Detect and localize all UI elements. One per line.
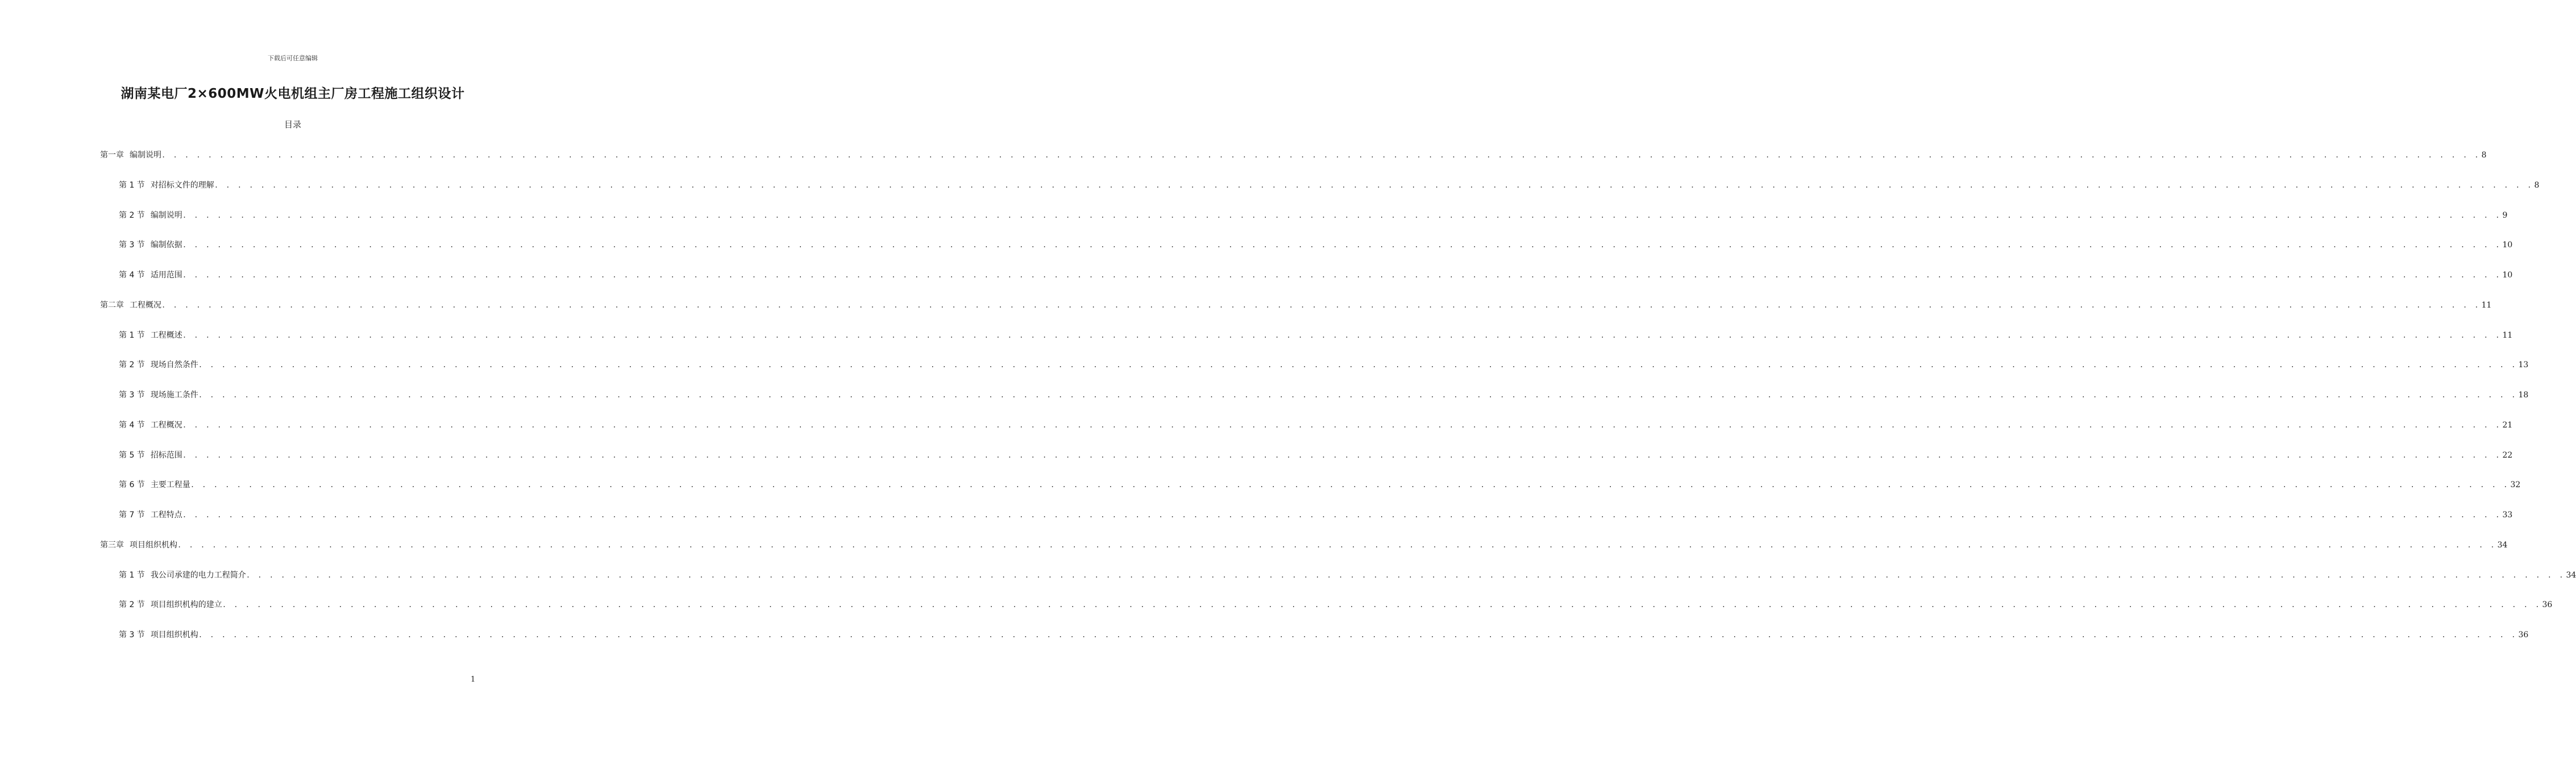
- toc-section-entry[interactable]: [119, 599, 2553, 610]
- toc-section-entry[interactable]: [119, 629, 2529, 640]
- toc-entry-number: 第 1 节: [119, 570, 145, 580]
- toc-entry-number: 第 7 节: [119, 510, 145, 520]
- toc-entry-number: 第二章: [100, 300, 124, 310]
- toc-entry-label: 现场施工条件: [150, 391, 198, 400]
- toc-section-entry[interactable]: [119, 329, 2513, 341]
- toc-section-entry[interactable]: [119, 179, 2540, 190]
- toc-dot-leader: . . . . . . . . . . . . . . . . . . . . . . . . . . . . . . . . . . . . . . . . . . . . . . . . . . . . . . . . . . . . . . . . . . . . . . . . . . . . . . . . . . . . . . . . . . . . . . . . . . . . . . . . . . . . . . . . . . . . . . . . . . . . . . . . . . . . . . . . . . . . . . . . . . . . . . . . . . . . . . . . . . . . . . . . . . . . . . . . . . . . . . . . . . . . . . . . . . . . . . . .: [161, 301, 2481, 309]
- toc-entry-label: 我公司承建的电力工程简介: [150, 570, 246, 580]
- toc-entry-label: 工程概述: [150, 330, 182, 340]
- toc-dot-leader: . . . . . . . . . . . . . . . . . . . . . . . . . . . . . . . . . . . . . . . . . . . . . . . . . . . . . . . . . . . . . . . . . . . . . . . . . . . . . . . . . . . . . . . . . . . . . . . . . . . . . . . . . . . . . . . . . . . . . . . . . . . . . . . . . . . . . . . . . . . . . . . . . . . . . . . . . . . . . . . . . . . . . . . . . . . . . . . . . . . . . . . . . . . . . . . . . . . . . . . .: [214, 181, 2533, 189]
- toc-entry-page: 13: [2518, 360, 2529, 370]
- toc-dot-leader: . . . . . . . . . . . . . . . . . . . . . . . . . . . . . . . . . . . . . . . . . . . . . . . . . . . . . . . . . . . . . . . . . . . . . . . . . . . . . . . . . . . . . . . . . . . . . . . . . . . . . . . . . . . . . . . . . . . . . . . . . . . . . . . . . . . . . . . . . . . . . . . . . . . . . . . . . . . . . . . . . . . . . . . . . . . . . . . . . . . . . . . . . . . . . . . . . . . . . . . .: [182, 271, 2502, 279]
- header-note: 下载后可任意编辑: [268, 55, 318, 62]
- toc-dot-leader: . . . . . . . . . . . . . . . . . . . . . . . . . . . . . . . . . . . . . . . . . . . . . . . . . . . . . . . . . . . . . . . . . . . . . . . . . . . . . . . . . . . . . . . . . . . . . . . . . . . . . . . . . . . . . . . . . . . . . . . . . . . . . . . . . . . . . . . . . . . . . . . . . . . . . . . . . . . . . . . . . . . . . . . . . . . . . . . . . . . . . . . . . . . . . . . . . . . . . . . .: [182, 331, 2502, 339]
- toc-entry-label: 主要工程量: [150, 480, 190, 490]
- toc-dot-leader: . . . . . . . . . . . . . . . . . . . . . . . . . . . . . . . . . . . . . . . . . . . . . . . . . . . . . . . . . . . . . . . . . . . . . . . . . . . . . . . . . . . . . . . . . . . . . . . . . . . . . . . . . . . . . . . . . . . . . . . . . . . . . . . . . . . . . . . . . . . . . . . . . . . . . . . . . . . . . . . . . . . . . . . . . . . . . . . . . . . . . . . . . . . . . . . . . . . . . . . .: [190, 481, 2509, 489]
- toc-dot-leader: . . . . . . . . . . . . . . . . . . . . . . . . . . . . . . . . . . . . . . . . . . . . . . . . . . . . . . . . . . . . . . . . . . . . . . . . . . . . . . . . . . . . . . . . . . . . . . . . . . . . . . . . . . . . . . . . . . . . . . . . . . . . . . . . . . . . . . . . . . . . . . . . . . . . . . . . . . . . . . . . . . . . . . . . . . . . . . . . . . . . . . . . . . . . . . . . . . . . . . . .: [177, 541, 2496, 549]
- toc-dot-leader: . . . . . . . . . . . . . . . . . . . . . . . . . . . . . . . . . . . . . . . . . . . . . . . . . . . . . . . . . . . . . . . . . . . . . . . . . . . . . . . . . . . . . . . . . . . . . . . . . . . . . . . . . . . . . . . . . . . . . . . . . . . . . . . . . . . . . . . . . . . . . . . . . . . . . . . . . . . . . . . . . . . . . . . . . . . . . . . . . . . . . . . . . . . . . . . . . . . . . . . .: [246, 571, 2565, 579]
- toc-heading: 目录: [284, 119, 301, 130]
- toc-entry-page: 34: [2497, 540, 2508, 550]
- toc-entry-number: 第 1 节: [119, 330, 145, 340]
- toc-section-entry[interactable]: [119, 239, 2513, 250]
- toc-dot-leader: . . . . . . . . . . . . . . . . . . . . . . . . . . . . . . . . . . . . . . . . . . . . . . . . . . . . . . . . . . . . . . . . . . . . . . . . . . . . . . . . . . . . . . . . . . . . . . . . . . . . . . . . . . . . . . . . . . . . . . . . . . . . . . . . . . . . . . . . . . . . . . . . . . . . . . . . . . . . . . . . . . . . . . . . . . . . . . . . . . . . . . . . . . . . . . . . . . . . . . . .: [182, 241, 2502, 250]
- toc-entry-label: 招标范围: [150, 450, 182, 460]
- toc-entry-label: 项目组织机构: [150, 630, 198, 640]
- toc-entry-page: 33: [2502, 510, 2513, 520]
- toc-section-entry[interactable]: [119, 569, 2576, 580]
- toc-entry-label: 项目组织机构: [130, 540, 177, 550]
- toc-dot-leader: . . . . . . . . . . . . . . . . . . . . . . . . . . . . . . . . . . . . . . . . . . . . . . . . . . . . . . . . . . . . . . . . . . . . . . . . . . . . . . . . . . . . . . . . . . . . . . . . . . . . . . . . . . . . . . . . . . . . . . . . . . . . . . . . . . . . . . . . . . . . . . . . . . . . . . . . . . . . . . . . . . . . . . . . . . . . . . . . . . . . . . . . . . . . . . . . . . . . . . . .: [182, 511, 2502, 519]
- toc-entry-page: 18: [2518, 391, 2529, 400]
- toc-entry-label: 工程概况: [150, 420, 182, 430]
- toc-dot-leader: . . . . . . . . . . . . . . . . . . . . . . . . . . . . . . . . . . . . . . . . . . . . . . . . . . . . . . . . . . . . . . . . . . . . . . . . . . . . . . . . . . . . . . . . . . . . . . . . . . . . . . . . . . . . . . . . . . . . . . . . . . . . . . . . . . . . . . . . . . . . . . . . . . . . . . . . . . . . . . . . . . . . . . . . . . . . . . . . . . . . . . . . . . . . . . . . . . . . . . . .: [198, 631, 2517, 639]
- toc-section-entry[interactable]: [119, 269, 2513, 280]
- toc-dot-leader: . . . . . . . . . . . . . . . . . . . . . . . . . . . . . . . . . . . . . . . . . . . . . . . . . . . . . . . . . . . . . . . . . . . . . . . . . . . . . . . . . . . . . . . . . . . . . . . . . . . . . . . . . . . . . . . . . . . . . . . . . . . . . . . . . . . . . . . . . . . . . . . . . . . . . . . . . . . . . . . . . . . . . . . . . . . . . . . . . . . . . . . . . . . . . . . . . . . . . . . .: [182, 421, 2502, 429]
- toc-dot-leader: . . . . . . . . . . . . . . . . . . . . . . . . . . . . . . . . . . . . . . . . . . . . . . . . . . . . . . . . . . . . . . . . . . . . . . . . . . . . . . . . . . . . . . . . . . . . . . . . . . . . . . . . . . . . . . . . . . . . . . . . . . . . . . . . . . . . . . . . . . . . . . . . . . . . . . . . . . . . . . . . . . . . . . . . . . . . . . . . . . . . . . . . . . . . . . . . . . . . . . . .: [198, 361, 2517, 369]
- toc-entry-number: 第 3 节: [119, 630, 145, 640]
- toc-entry-page: 11: [2502, 330, 2513, 340]
- toc-entry-page: 32: [2510, 480, 2521, 490]
- toc-entry-label: 对招标文件的理解: [150, 180, 214, 190]
- toc-entry-number: 第三章: [100, 540, 124, 550]
- toc-entry-page: 8: [2481, 151, 2487, 160]
- toc-section-entry[interactable]: [119, 359, 2529, 370]
- toc-chapter-entry[interactable]: [100, 149, 2487, 160]
- toc-entry-label: 项目组织机构的建立: [150, 600, 222, 610]
- toc-entry-label: 适用范围: [150, 271, 182, 280]
- page-number: 1: [471, 675, 476, 684]
- toc-entry-number: 第 2 节: [119, 210, 145, 220]
- toc-dot-leader: . . . . . . . . . . . . . . . . . . . . . . . . . . . . . . . . . . . . . . . . . . . . . . . . . . . . . . . . . . . . . . . . . . . . . . . . . . . . . . . . . . . . . . . . . . . . . . . . . . . . . . . . . . . . . . . . . . . . . . . . . . . . . . . . . . . . . . . . . . . . . . . . . . . . . . . . . . . . . . . . . . . . . . . . . . . . . . . . . . . . . . . . . . . . . . . . . . . . . . . .: [198, 391, 2517, 399]
- toc-entry-page: 8: [2534, 180, 2540, 190]
- toc-entry-page: 22: [2502, 450, 2513, 460]
- toc-entry-label: 工程特点: [150, 510, 182, 520]
- toc-chapter-entry[interactable]: [100, 539, 2508, 550]
- toc-entry-page: 21: [2502, 420, 2513, 430]
- toc-entry-page: 9: [2502, 210, 2508, 220]
- toc-entry-label: 编制说明: [130, 151, 161, 160]
- document-title: 湖南某电厂2×600MW火电机组主厂房工程施工组织设计: [121, 86, 465, 101]
- toc-entry-number: 第 2 节: [119, 600, 145, 610]
- toc-dot-leader: . . . . . . . . . . . . . . . . . . . . . . . . . . . . . . . . . . . . . . . . . . . . . . . . . . . . . . . . . . . . . . . . . . . . . . . . . . . . . . . . . . . . . . . . . . . . . . . . . . . . . . . . . . . . . . . . . . . . . . . . . . . . . . . . . . . . . . . . . . . . . . . . . . . . . . . . . . . . . . . . . . . . . . . . . . . . . . . . . . . . . . . . . . . . . . . . . . . . . . . .: [222, 601, 2541, 609]
- toc-dot-leader: . . . . . . . . . . . . . . . . . . . . . . . . . . . . . . . . . . . . . . . . . . . . . . . . . . . . . . . . . . . . . . . . . . . . . . . . . . . . . . . . . . . . . . . . . . . . . . . . . . . . . . . . . . . . . . . . . . . . . . . . . . . . . . . . . . . . . . . . . . . . . . . . . . . . . . . . . . . . . . . . . . . . . . . . . . . . . . . . . . . . . . . . . . . . . . . . . . . . . . . .: [182, 211, 2502, 219]
- toc-entry-number: 第 4 节: [119, 271, 145, 280]
- toc-entry-label: 编制说明: [150, 210, 182, 220]
- toc-entry-number: 第 4 节: [119, 420, 145, 430]
- toc-entry-page: 10: [2502, 271, 2513, 280]
- toc-dot-leader: . . . . . . . . . . . . . . . . . . . . . . . . . . . . . . . . . . . . . . . . . . . . . . . . . . . . . . . . . . . . . . . . . . . . . . . . . . . . . . . . . . . . . . . . . . . . . . . . . . . . . . . . . . . . . . . . . . . . . . . . . . . . . . . . . . . . . . . . . . . . . . . . . . . . . . . . . . . . . . . . . . . . . . . . . . . . . . . . . . . . . . . . . . . . . . . . . . . . . . . .: [182, 451, 2502, 459]
- toc-section-entry[interactable]: [119, 419, 2513, 430]
- toc-entry-number: 第 3 节: [119, 391, 145, 400]
- toc-entry-number: 第 6 节: [119, 480, 145, 490]
- toc-chapter-entry[interactable]: [100, 299, 2492, 310]
- toc-entry-label: 工程概况: [130, 300, 161, 310]
- toc-entry-label: 编制依据: [150, 240, 182, 250]
- toc-section-entry[interactable]: [119, 479, 2521, 490]
- toc-entry-number: 第 3 节: [119, 240, 145, 250]
- toc-entry-number: 第一章: [100, 151, 124, 160]
- toc-entry-page: 36: [2542, 600, 2553, 610]
- toc-section-entry[interactable]: [119, 449, 2513, 460]
- toc-entry-page: 10: [2502, 240, 2513, 250]
- toc-section-entry[interactable]: [119, 509, 2513, 520]
- toc-entry-label: 现场自然条件: [150, 360, 198, 370]
- toc-dot-leader: . . . . . . . . . . . . . . . . . . . . . . . . . . . . . . . . . . . . . . . . . . . . . . . . . . . . . . . . . . . . . . . . . . . . . . . . . . . . . . . . . . . . . . . . . . . . . . . . . . . . . . . . . . . . . . . . . . . . . . . . . . . . . . . . . . . . . . . . . . . . . . . . . . . . . . . . . . . . . . . . . . . . . . . . . . . . . . . . . . . . . . . . . . . . . . . . . . . . . . . .: [161, 151, 2481, 159]
- toc-entry-number: 第 2 节: [119, 360, 145, 370]
- toc-entry-number: 第 1 节: [119, 180, 145, 190]
- toc-entry-number: 第 5 节: [119, 450, 145, 460]
- toc-entry-page: 36: [2518, 630, 2529, 640]
- toc-section-entry[interactable]: [119, 389, 2529, 400]
- toc-entry-page: 11: [2481, 300, 2492, 310]
- toc-entry-page: 34: [2566, 570, 2576, 580]
- toc-section-entry[interactable]: [119, 209, 2508, 221]
